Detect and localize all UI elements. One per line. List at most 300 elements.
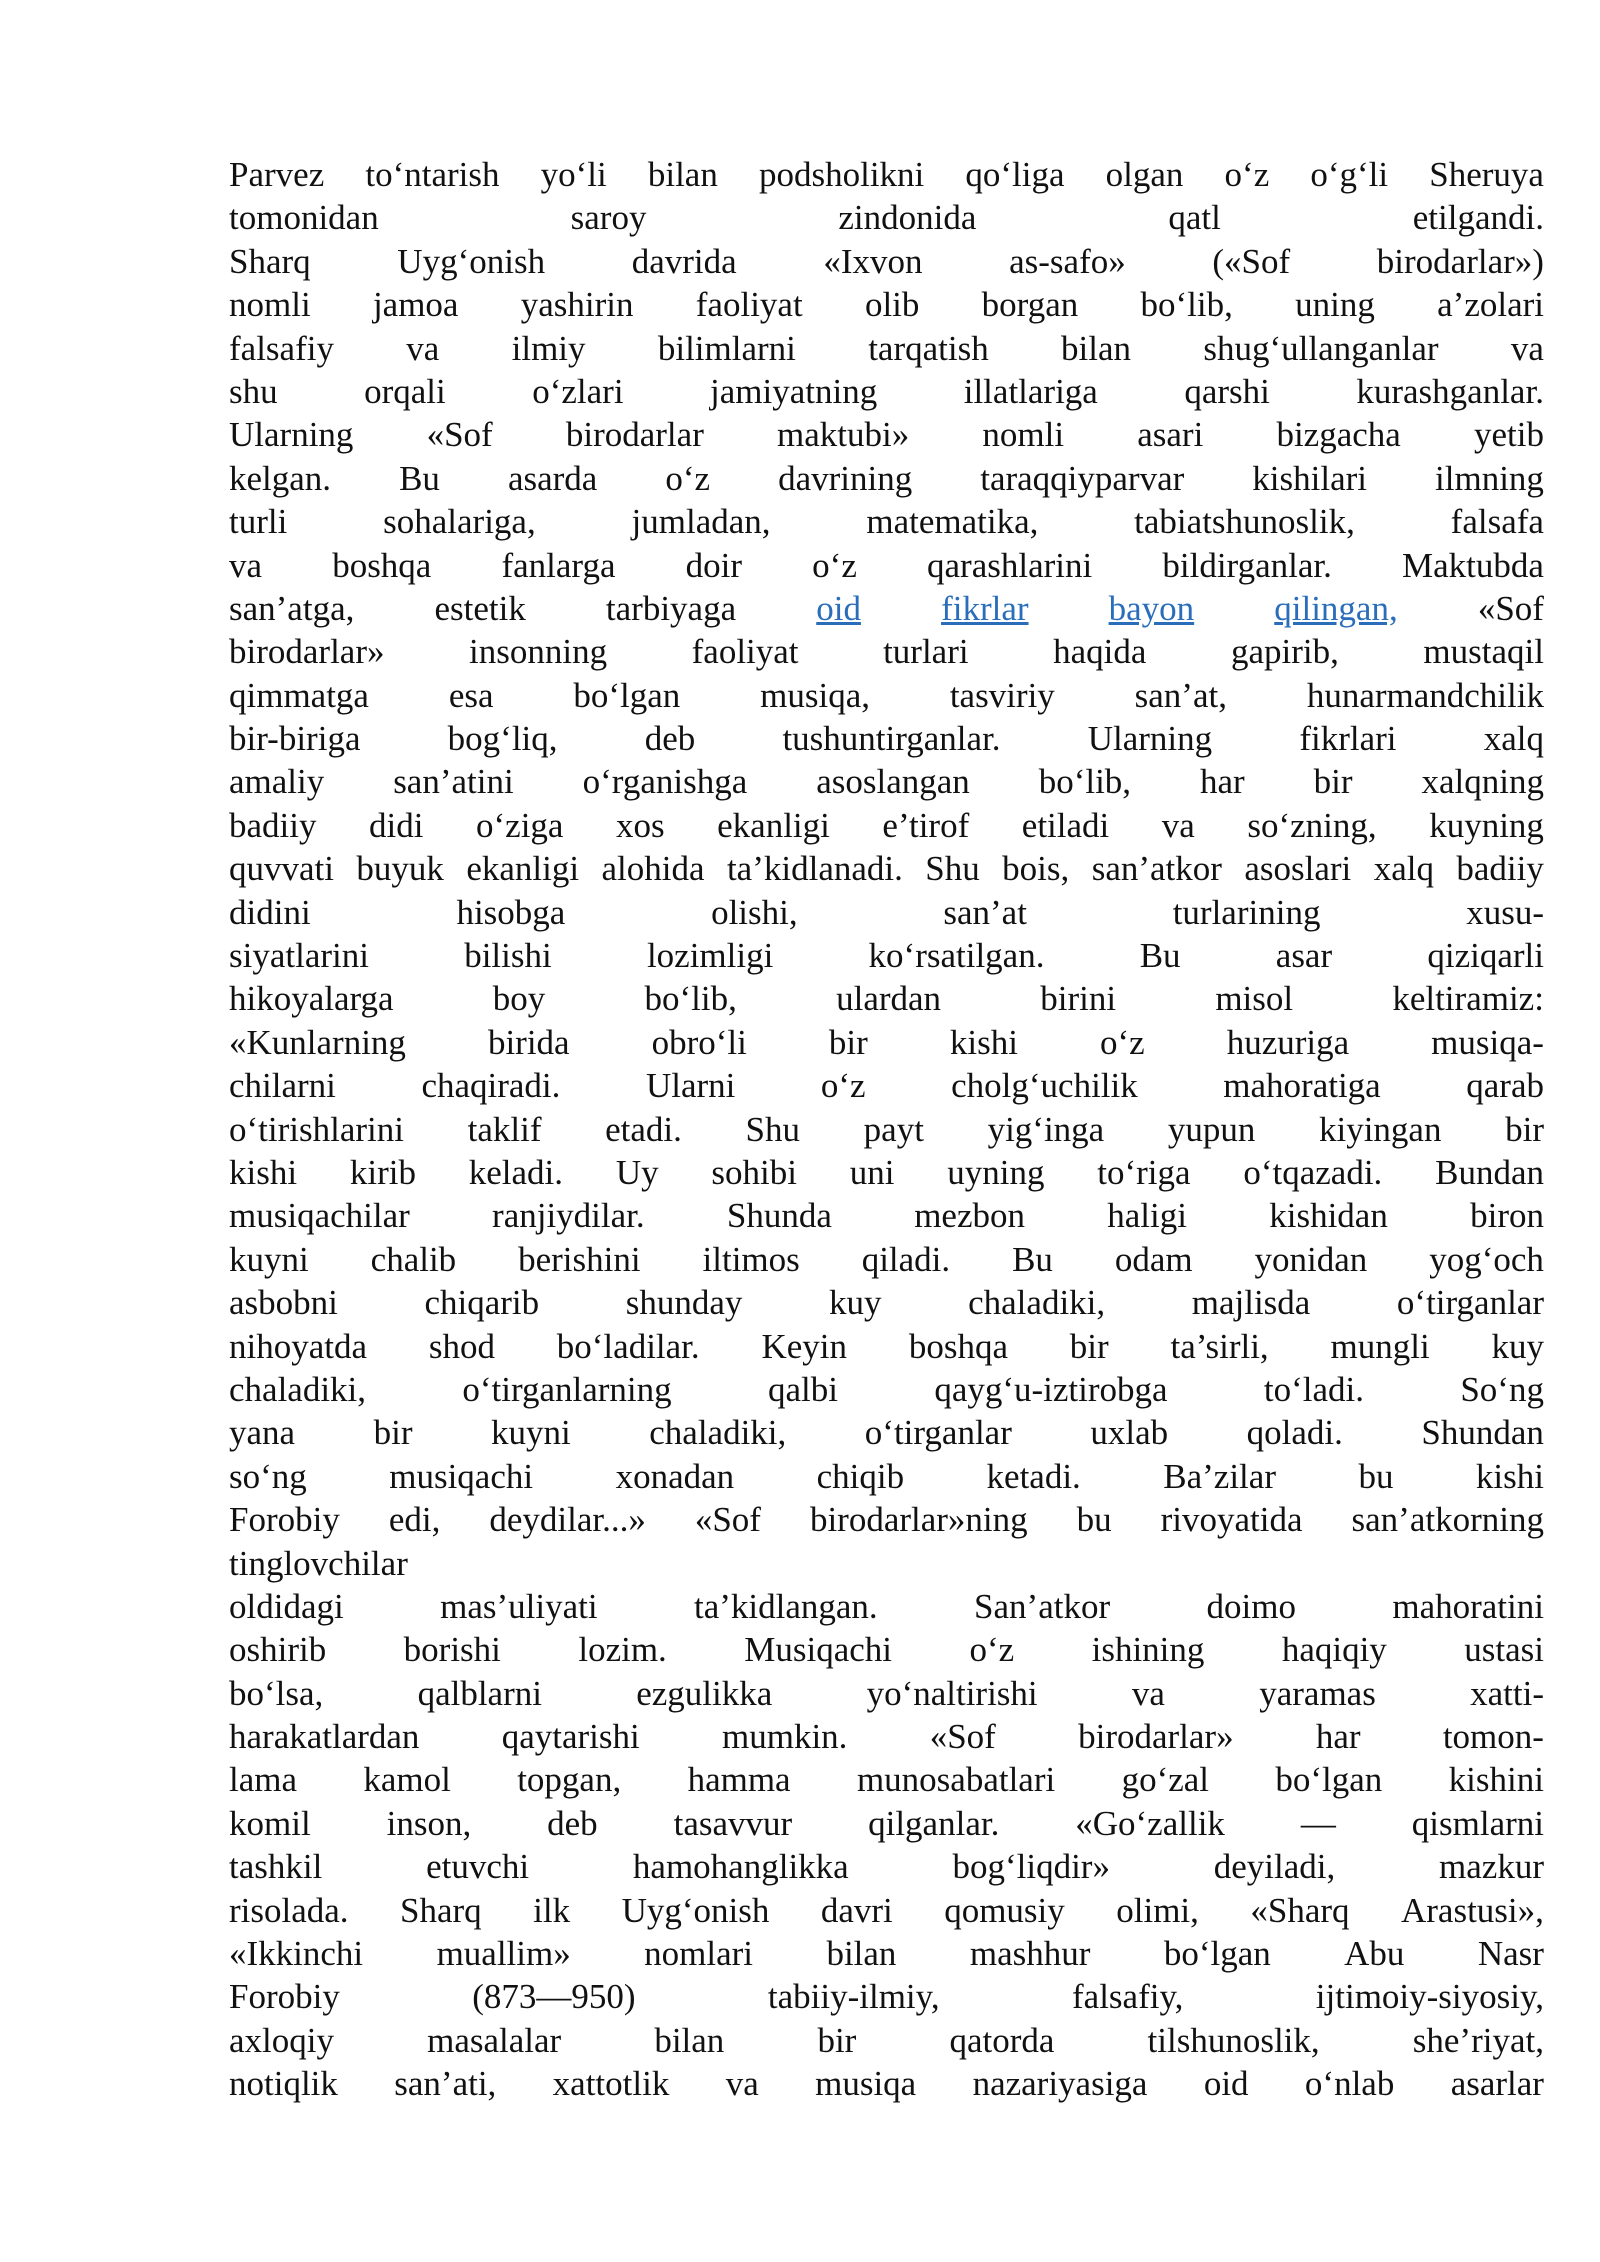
word: buyuk <box>356 849 444 889</box>
word: «Sof <box>929 1717 996 1757</box>
word: mas’uliyati <box>440 1586 598 1626</box>
word: Uyg‘onish <box>621 1890 770 1930</box>
word: chiqarib <box>424 1283 540 1323</box>
word: kuy <box>1491 1326 1544 1366</box>
word: kishi <box>949 1022 1018 1062</box>
word: musiqachi <box>389 1456 534 1496</box>
word: tinglovchilar <box>229 1543 408 1583</box>
word: Maktubda <box>1401 545 1544 585</box>
word: shug‘ullanganlar <box>1203 328 1439 368</box>
word: ta’kidlangan. <box>693 1586 878 1626</box>
word: etilgandi. <box>1412 198 1544 238</box>
text-line <box>229 153 1544 196</box>
word: tarqatish <box>868 328 989 368</box>
word: xonadan <box>615 1456 735 1496</box>
word: o‘z <box>969 1630 1015 1670</box>
word: muallim» <box>436 1934 571 1974</box>
word: shunday <box>625 1283 743 1323</box>
word: san’at <box>943 892 1027 932</box>
word: bog‘liq, <box>447 719 558 759</box>
word: mungli <box>1330 1326 1430 1366</box>
word: kuy <box>829 1283 882 1323</box>
word: deydilar...» <box>489 1500 646 1540</box>
word: olimi, <box>1116 1890 1199 1930</box>
word: kirib <box>349 1152 416 1192</box>
word: qatl <box>1168 198 1221 238</box>
word: alohida <box>601 849 705 889</box>
word: ta’kidlanadi. <box>726 849 903 889</box>
word: lozimligi <box>646 936 774 976</box>
word: yana <box>229 1413 296 1453</box>
text-line <box>229 1715 1544 1758</box>
word: doir <box>685 545 743 585</box>
text-line <box>229 1889 1544 1932</box>
word: tushuntirganlar. <box>782 719 1001 759</box>
word: estetik <box>434 588 526 628</box>
word: hunarmandchilik <box>1306 675 1544 715</box>
word: deb <box>547 1803 598 1843</box>
word: san’atkor <box>1091 849 1222 889</box>
word: kiyingan <box>1318 1109 1442 1149</box>
word: ranjiydilar. <box>492 1196 645 1236</box>
word: san’atga, <box>229 588 355 628</box>
word: etiladi <box>1021 805 1110 845</box>
word: kishidan <box>1269 1196 1388 1236</box>
word: doimo <box>1206 1586 1296 1626</box>
word: bo‘lib, <box>1140 285 1233 325</box>
hyperlink-word[interactable]: fikrlar <box>941 588 1029 628</box>
word: olib <box>864 285 920 325</box>
word: illatlariga <box>963 371 1098 411</box>
word: Shu <box>745 1109 801 1149</box>
word: Sharq <box>229 241 311 281</box>
word: kelgan. <box>229 458 332 498</box>
word: keladi. <box>468 1152 564 1192</box>
word: ekanligi <box>466 849 580 889</box>
word: edi, <box>388 1500 441 1540</box>
word: saroy <box>570 198 647 238</box>
word: Uy <box>615 1152 659 1192</box>
word: Ularni <box>645 1066 736 1106</box>
hyperlink-word[interactable]: oid <box>816 588 861 628</box>
word: shod <box>428 1326 495 1366</box>
word: Abu <box>1344 1934 1405 1974</box>
word: haligi <box>1107 1196 1187 1236</box>
word: uyning <box>947 1152 1045 1192</box>
word: ko‘rsatilgan. <box>868 936 1045 976</box>
word: so‘zning, <box>1247 805 1377 845</box>
text-line <box>229 2019 1544 2062</box>
word: bir <box>817 2020 857 2060</box>
word: tabiiy-ilmiy, <box>767 1977 940 2017</box>
text-line <box>229 196 1544 239</box>
word: huzuriga <box>1226 1022 1350 1062</box>
word: taklif <box>467 1109 542 1149</box>
word: birodarlar» <box>1078 1717 1234 1757</box>
word: bilan <box>826 1934 897 1974</box>
word: «Ixvon <box>823 241 923 281</box>
word: oshirib <box>229 1630 327 1670</box>
text-line <box>229 847 1544 890</box>
word: qalblarni <box>417 1673 542 1713</box>
word: taraqqiyparvar <box>980 458 1185 498</box>
text-line <box>229 457 1544 500</box>
word: payt <box>863 1109 924 1149</box>
word: o‘z <box>1099 1022 1145 1062</box>
word: o‘g‘li <box>1310 155 1389 194</box>
word: xalqning <box>1421 762 1544 802</box>
word: san’ati, <box>394 2064 497 2104</box>
word: Arastusi», <box>1401 1890 1544 1930</box>
word: qilganlar. <box>868 1803 1000 1843</box>
word: kishilari <box>1252 458 1368 498</box>
word: yo‘li <box>540 155 607 194</box>
word: kuyning <box>1429 805 1544 845</box>
word: falsafa <box>1450 502 1544 542</box>
word: boshqa <box>332 545 432 585</box>
word: to‘ntarish <box>365 155 500 194</box>
body-text <box>229 153 1544 2106</box>
word: davri <box>820 1890 893 1930</box>
word: va <box>725 2064 759 2104</box>
word: ilk <box>533 1890 571 1930</box>
word: qo‘liga <box>965 155 1065 194</box>
word: faoliyat <box>695 285 803 325</box>
word: tasavvur <box>673 1803 793 1843</box>
word: o‘ziga <box>476 805 564 845</box>
word: yonidan <box>1254 1239 1368 1279</box>
word: xos <box>615 805 665 845</box>
word: mezbon <box>914 1196 1025 1236</box>
text-line <box>229 1498 1544 1541</box>
text-line <box>229 1672 1544 1715</box>
word: berishini <box>518 1239 641 1279</box>
word: she’riyat, <box>1412 2020 1544 2060</box>
text-line <box>229 2062 1544 2105</box>
word: to‘riga <box>1097 1152 1191 1192</box>
word: tomon- <box>1442 1717 1544 1757</box>
word: cholg‘uchilik <box>951 1066 1138 1106</box>
word: Musiqachi <box>744 1630 893 1670</box>
word: qoladi. <box>1246 1413 1343 1453</box>
word: bir <box>1069 1326 1109 1366</box>
text-line <box>229 1325 1544 1368</box>
text-line <box>229 413 1544 456</box>
word: «Sof <box>694 1500 761 1540</box>
word: asarlar <box>1450 2064 1544 2104</box>
word: va <box>229 545 263 585</box>
text-line <box>229 717 1544 760</box>
word: as-safo» <box>1009 241 1126 281</box>
word: turli <box>229 502 288 542</box>
word: xatti- <box>1470 1673 1544 1713</box>
word: bo‘lgan <box>573 675 681 715</box>
word: davrining <box>778 458 913 498</box>
word: lama <box>229 1760 298 1800</box>
word: o‘zlari <box>532 371 624 411</box>
word: didi <box>369 805 424 845</box>
word: musiqa <box>815 2064 917 2104</box>
word: olgan <box>1105 155 1184 194</box>
word: olishi, <box>711 892 798 932</box>
word: bir <box>1505 1109 1544 1149</box>
word: — <box>1300 1803 1336 1843</box>
word: mumkin. <box>722 1717 848 1757</box>
word: obro‘li <box>651 1022 747 1062</box>
word: insonning <box>469 632 608 672</box>
word: shu <box>229 371 278 411</box>
word: o‘tirishlarini <box>229 1109 404 1149</box>
word: mashhur <box>969 1934 1091 1974</box>
word: o‘nlab <box>1304 2064 1395 2104</box>
word: o‘z <box>665 458 711 498</box>
word: san’atkorning <box>1351 1500 1544 1540</box>
word: uni <box>849 1152 895 1192</box>
word: qayg‘u-iztirobga <box>934 1369 1168 1409</box>
word: bir <box>828 1022 868 1062</box>
word: go‘zal <box>1121 1760 1210 1800</box>
word: bir-biriga <box>229 719 361 759</box>
word: inson, <box>386 1803 472 1843</box>
text-line <box>229 934 1544 977</box>
word: qarshi <box>1184 371 1270 411</box>
word: qismlarni <box>1411 1803 1544 1843</box>
hyperlink-word[interactable]: bayon <box>1108 588 1195 628</box>
word: asari <box>1137 415 1204 455</box>
word: topgan, <box>517 1760 622 1800</box>
word: Ularning <box>1087 719 1213 759</box>
word: boshqa <box>908 1326 1008 1366</box>
word: (873—950) <box>472 1977 636 2017</box>
word: komil <box>229 1803 311 1843</box>
word: yashirin <box>520 285 634 325</box>
word: bo‘lgan <box>1275 1760 1383 1800</box>
word: bo‘lib, <box>1038 762 1132 802</box>
word: kishi <box>229 1152 298 1192</box>
word: qimmatga <box>229 675 369 715</box>
word: bilan <box>1061 328 1132 368</box>
word: San’atkor <box>974 1586 1111 1626</box>
word: bois, <box>1002 849 1070 889</box>
word: san’atini <box>393 762 514 802</box>
word: Ularning <box>229 415 354 455</box>
word: Shunda <box>726 1196 832 1236</box>
text-line <box>229 760 1544 803</box>
word: siyatlarini <box>229 936 369 976</box>
word: tashkil <box>229 1847 323 1887</box>
word: nomlari <box>644 1934 754 1974</box>
word: bog‘liqdir» <box>952 1847 1110 1887</box>
text-line <box>229 1281 1544 1324</box>
word: oid <box>1203 2064 1249 2104</box>
word: uning <box>1295 285 1375 325</box>
word: qarashlarini <box>927 545 1093 585</box>
word: chaladiki, <box>968 1283 1106 1323</box>
word: podsholikni <box>758 155 925 194</box>
word: tilshunoslik, <box>1147 2020 1320 2060</box>
word: badiiy <box>229 805 317 845</box>
word: o‘z <box>1224 155 1270 194</box>
word: jumladan, <box>631 502 771 542</box>
word: hamohanglikka <box>632 1847 849 1887</box>
word: sohalariga, <box>383 502 536 542</box>
word: etuvchi <box>426 1847 530 1887</box>
word: va <box>1161 805 1195 845</box>
word: munosabatlari <box>856 1760 1056 1800</box>
word: quvvati <box>229 849 334 889</box>
word: to‘ladi. <box>1263 1369 1365 1409</box>
word: odam <box>1114 1239 1193 1279</box>
word: har <box>1315 1717 1361 1757</box>
word: qatorda <box>949 2020 1055 2060</box>
word: Sharq <box>400 1890 482 1930</box>
text-line <box>229 1758 1544 1801</box>
word: hikoyalarga <box>229 979 394 1019</box>
word: «Sof <box>426 415 493 455</box>
word: risolada. <box>229 1890 349 1930</box>
text-line <box>229 370 1544 413</box>
word: birodarlar»ning <box>809 1500 1028 1540</box>
text-line <box>229 1628 1544 1671</box>
word: chaqiradi. <box>421 1066 561 1106</box>
word: lozim. <box>578 1630 667 1670</box>
word: iltimos <box>702 1239 800 1279</box>
word: deyiladi, <box>1213 1847 1336 1887</box>
word: Sheruya <box>1429 155 1544 194</box>
word: faoliyat <box>691 632 799 672</box>
word: asbobni <box>229 1283 338 1323</box>
text-line <box>229 1845 1544 1888</box>
text-line <box>229 1151 1544 1194</box>
word: amaliy <box>229 762 325 802</box>
word: nihoyatda <box>229 1326 368 1366</box>
word: Shu <box>925 849 980 889</box>
word: va <box>1510 328 1544 368</box>
word: birini <box>1040 979 1117 1019</box>
word: kuyni <box>491 1413 571 1453</box>
text-line <box>229 587 1544 630</box>
word: deb <box>644 719 696 759</box>
word: tomonidan <box>229 198 379 238</box>
word: uxlab <box>1090 1413 1169 1453</box>
word: jamiyatning <box>710 371 878 411</box>
word: o‘tqazadi. <box>1243 1152 1383 1192</box>
word: So‘ng <box>1460 1369 1544 1409</box>
word: so‘ng <box>229 1456 307 1496</box>
word: qomusiy <box>944 1890 1065 1930</box>
word: axloqiy <box>229 2020 334 2060</box>
word: e’tirof <box>882 805 970 845</box>
word: chiqib <box>816 1456 905 1496</box>
word: Bu <box>1139 936 1181 976</box>
word: Bu <box>399 458 440 498</box>
word: bo‘ladilar. <box>556 1326 700 1366</box>
word: maktubi» <box>777 415 910 455</box>
word: oldidagi <box>229 1586 344 1626</box>
word: «Ikkinchi <box>229 1934 364 1974</box>
word: bo‘lsa, <box>229 1673 324 1713</box>
word: nomli <box>982 415 1065 455</box>
word: musiqa- <box>1431 1022 1544 1062</box>
text-line <box>229 630 1544 673</box>
word: harakatlardan <box>229 1717 420 1757</box>
word: o‘tirganlar <box>1396 1283 1544 1323</box>
word: badiiy <box>1456 849 1544 889</box>
word: kamol <box>363 1760 451 1800</box>
word: va <box>406 328 440 368</box>
word: birida <box>487 1022 570 1062</box>
word: bilishi <box>464 936 552 976</box>
word: chilarni <box>229 1066 336 1106</box>
word: qiziqarli <box>1427 936 1544 976</box>
word: majlisda <box>1191 1283 1311 1323</box>
word: bir <box>373 1413 413 1453</box>
word: kishini <box>1448 1760 1544 1800</box>
word: o‘z <box>812 545 857 585</box>
word: jamoa <box>372 285 459 325</box>
word: orqali <box>364 371 446 411</box>
word: Ba’zilar <box>1163 1456 1276 1496</box>
text-line <box>229 1802 1544 1845</box>
word: bo‘lgan <box>1163 1934 1271 1974</box>
text-line <box>229 1064 1544 1107</box>
word: mahoratiga <box>1223 1066 1381 1106</box>
text-line <box>229 1975 1544 2018</box>
hyperlink-word[interactable]: qilingan, <box>1274 588 1398 628</box>
word: Nasr <box>1477 1934 1544 1974</box>
word: ekanligi <box>717 805 830 845</box>
text-line <box>229 500 1544 543</box>
word: nazariyasiga <box>972 2064 1148 2104</box>
word: «Sharq <box>1250 1890 1350 1930</box>
word: o‘tirganlarning <box>462 1369 672 1409</box>
word: chaladiki, <box>229 1369 367 1409</box>
word: fanlarga <box>501 545 616 585</box>
word: bizgacha <box>1276 415 1401 455</box>
word: har <box>1200 762 1245 802</box>
word: qarab <box>1466 1066 1544 1106</box>
text-line <box>229 1368 1544 1411</box>
word: bu <box>1358 1456 1394 1496</box>
word: etadi. <box>605 1109 682 1149</box>
word: bildirganlar. <box>1162 545 1332 585</box>
word: «Sof <box>1477 588 1544 628</box>
word: haqida <box>1053 632 1147 672</box>
text-line <box>229 977 1544 1020</box>
word: notiqlik <box>229 2064 338 2104</box>
word: («Sof <box>1212 241 1291 281</box>
text-line <box>229 1932 1544 1975</box>
word: qaytarishi <box>501 1717 640 1757</box>
word: ijtimoiy-siyosiy, <box>1315 1977 1544 2017</box>
word: sohibi <box>711 1152 797 1192</box>
word: chalib <box>370 1239 457 1279</box>
word: a’zolari <box>1437 285 1544 325</box>
word: hamma <box>687 1760 791 1800</box>
text-line <box>229 544 1544 587</box>
word: masalalar <box>427 2020 562 2060</box>
word: ta’sirli, <box>1170 1326 1269 1366</box>
text-line <box>229 674 1544 717</box>
word: qiladi. <box>861 1239 951 1279</box>
text-line <box>229 240 1544 283</box>
text-line <box>229 1455 1544 1498</box>
word: falsafiy, <box>1072 1977 1184 2017</box>
word: o‘z <box>820 1066 866 1106</box>
word: gapirib, <box>1230 632 1339 672</box>
word: boy <box>492 979 546 1019</box>
word: Forobiy <box>229 1500 340 1540</box>
